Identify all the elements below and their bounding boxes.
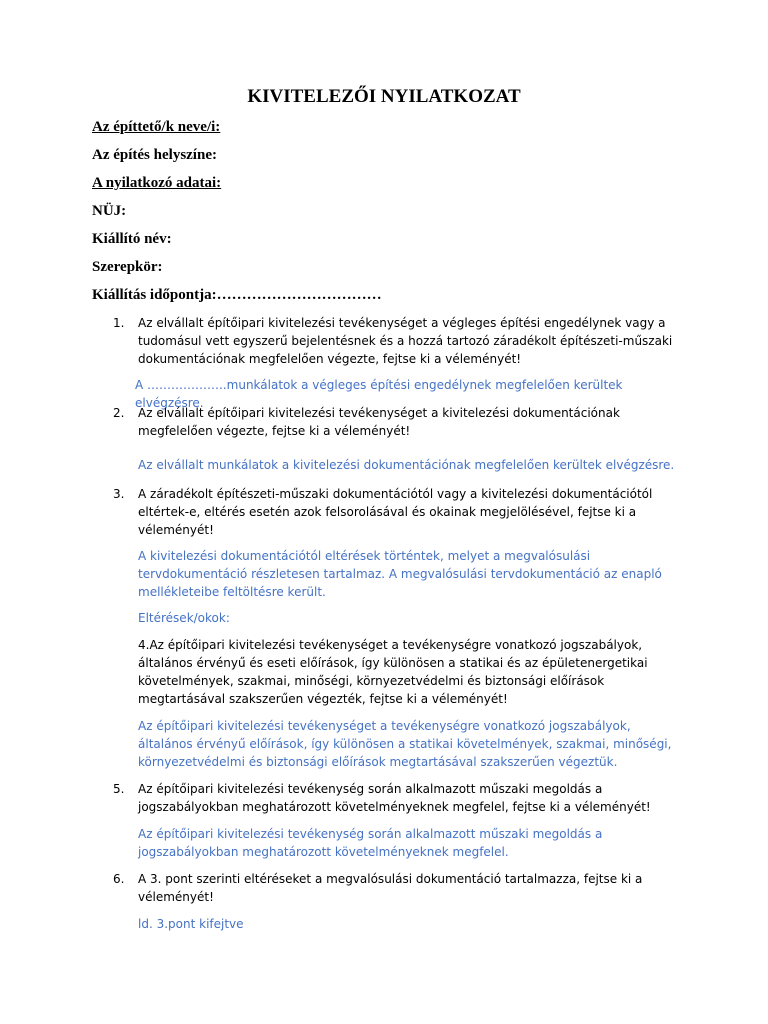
builder-field: Az építtető/k neve/i:	[92, 119, 221, 135]
deviations-label: Eltérések/okok:	[138, 611, 230, 625]
answer-text: Az építőipari kivitelezési tevékenységet a tevékenységre vonatkozó jogszabályok, általános érvényű előírások, így különösen a statikai követelmények, szakmai, minőségi, környezetvédelmi és biztonsági előírások megtartásával szakszerűen végeztük.	[138, 719, 672, 769]
nuj-field: NÜJ:	[92, 203, 127, 219]
answer-text: Az építőipari kivitelezési tevékenység során alkalmazott műszaki megoldás a jogszabályokban meghatározott követelményeknek megfelel.	[138, 827, 603, 859]
item-number: 3.	[113, 487, 125, 501]
answer-text: ld. 3.pont kifejtve	[138, 917, 244, 931]
answer-text: A ………………..munkálatok a végleges építési engedélynek megfelelően kerültek elvégzésre.	[135, 378, 623, 410]
question-text: Az elvállalt építőipari kivitelezési tevékenységet a végleges építési engedélynek vagy a tudomásul vett egyszerű bejelentésnek és a hozzá tartozó záradékolt építészeti-műszaki dokumentációnak megfelelően végezte, fejtse ki a véleményét!	[138, 316, 673, 366]
issue-date-field: Kiállítás időpontja:……………………………	[92, 287, 382, 303]
role-field: Szerepkör:	[92, 259, 163, 275]
declarant-field: A nyilatkozó adatai:	[92, 175, 222, 191]
item-number: 6.	[113, 872, 125, 886]
item-number: 5.	[113, 782, 125, 796]
item-number: 2.	[113, 406, 125, 420]
document-title: KIVITELEZŐI NYILATKOZAT	[247, 86, 521, 107]
answer-text: Az elvállalt munkálatok a kivitelezési dokumentációnak megfelelően kerültek elvégzésre.	[138, 458, 675, 472]
answer-text: A kivitelezési dokumentációtól eltérések történtek, melyet a megvalósulási tervdokumentáció részletesen tartalmaz. A megvalósulási tervdokumentáció az enapló mellékleteibe feltöltésre került.	[138, 549, 662, 599]
question-text: A 3. pont szerinti eltéréseket a megvalósulási dokumentáció tartalmazza, fejtse ki a véleményét!	[138, 872, 643, 904]
issuer-field: Kiállító név:	[92, 231, 172, 247]
question-text: A záradékolt építészeti-műszaki dokumentációtól vagy a kivitelezési dokumentációtól eltértek-e, eltérés esetén azok felsorolásával és okainak megjelölésével, fejtse ki a véleményét!	[138, 487, 653, 537]
question-text: Az elvállalt építőipari kivitelezési tevékenységet a kivitelezési dokumentációnak megfelelően végezte, fejtse ki a véleményét!	[138, 406, 620, 438]
location-field: Az építés helyszíne:	[92, 147, 217, 163]
item-number: 1.	[113, 316, 125, 330]
question-text: 4.Az építőipari kivitelezési tevékenységet a tevékenységre vonatkozó jogszabályok, általános érvényű és eseti előírások, így különösen a statikai és az épületenergetikai követelmények, szakmai, minőségi, környezetvédelmi és biztonsági előírások megtartásával szakszerűen végezték, fejtse ki a véleményét!	[138, 638, 648, 706]
question-text: Az építőipari kivitelezési tevékenység során alkalmazott műszaki megoldás a jogszabályokban meghatározott követelményeknek megfelel, fejtse ki a véleményét!	[138, 782, 651, 814]
